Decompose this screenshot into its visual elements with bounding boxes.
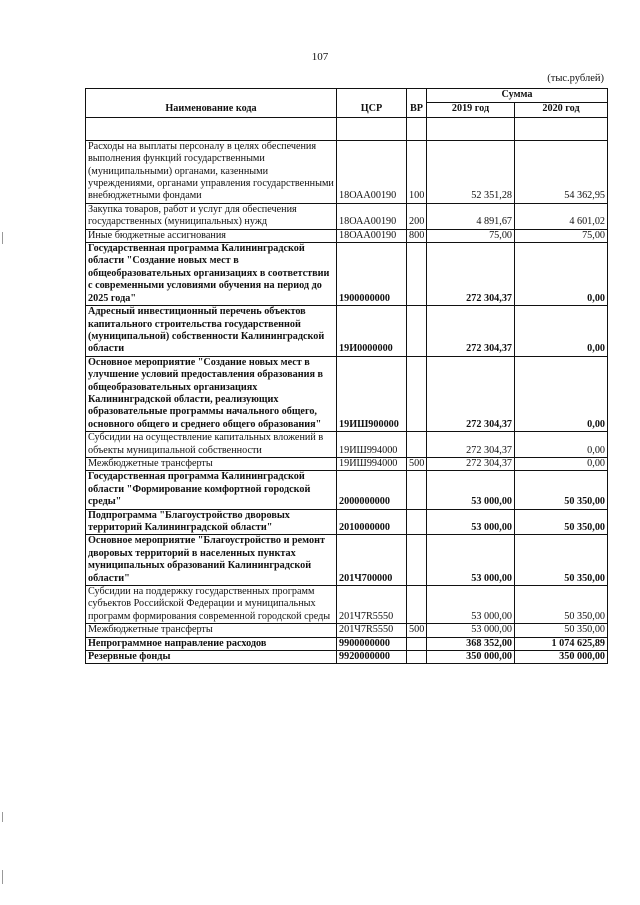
row-vr-cell: [407, 243, 427, 306]
row-2020-value: 1 074 625,89: [515, 637, 608, 650]
row-name-cell: Иные бюджетные ассигнования: [86, 229, 337, 242]
row-csr-cell: 201Ч7R5550: [337, 586, 407, 624]
row-2019-value: 272 304,37: [427, 356, 515, 431]
row-csr-cell: 1900000000: [337, 243, 407, 306]
row-2020-value: 50 350,00: [515, 586, 608, 624]
row-2020-value: 0,00: [515, 432, 608, 458]
header-year-2019: 2019 год: [427, 103, 515, 117]
table-row: [86, 243, 608, 306]
row-vr-cell: 100: [407, 140, 427, 203]
table-row: [86, 586, 608, 624]
row-vr-cell: [407, 535, 427, 586]
row-2020-value: 50 350,00: [515, 624, 608, 637]
row-name-cell: Субсидии на поддержку государственных программ субъектов Российской Федерации и муниципальных программ формирования современной городской среды: [86, 586, 337, 624]
row-2019-value: 272 304,37: [427, 243, 515, 306]
table-row: [86, 637, 608, 650]
row-name-cell: Государственная программа Калининградской области "Создание новых мест в общеобразовательных организациях в соответствии с современными условиями обучения на период до 2025 года": [86, 243, 337, 306]
row-name-cell: Основное мероприятие "Создание новых мест в улучшение условий предоставления образования в общеобразовательных организациях Калининградской области, реализующих образовательные программы начального общего, основного общего и среднего общего образования": [86, 356, 337, 431]
table-row: [86, 306, 608, 357]
header-csr: ЦСР: [337, 89, 407, 118]
row-2020-value: 50 350,00: [515, 509, 608, 535]
row-name-cell: Расходы на выплаты персоналу в целях обеспечения выполнения функций государственными (муниципальными) органами, казенными учреждениями, органами управления государственными внебюджетными фондами: [86, 140, 337, 203]
row-name-cell: Межбюджетные трансферты: [86, 457, 337, 470]
header-sum: Сумма: [427, 89, 608, 103]
table-row: [86, 457, 608, 470]
table-row: [86, 624, 608, 637]
table-row: [86, 356, 608, 431]
row-2020-value: 350 000,00: [515, 651, 608, 664]
row-vr-cell: [407, 637, 427, 650]
row-name-cell: Резервные фонды: [86, 651, 337, 664]
row-csr-cell: 19ИШ994000: [337, 432, 407, 458]
row-vr-cell: 800: [407, 229, 427, 242]
row-csr-cell: 19ИШ994000: [337, 457, 407, 470]
scan-mark: [2, 812, 3, 822]
row-2019-value: 53 000,00: [427, 535, 515, 586]
row-vr-cell: [407, 356, 427, 431]
page-number: 107: [311, 51, 329, 63]
row-csr-cell: 2010000000: [337, 509, 407, 535]
scan-mark: [2, 232, 3, 244]
row-name-cell: Государственная программа Калининградской области "Формирование комфортной городской среды": [86, 471, 337, 509]
row-name-cell: Подпрограмма "Благоустройство дворовых территорий Калининградской области": [86, 509, 337, 535]
row-2019-value: 350 000,00: [427, 651, 515, 664]
row-2019-value: 53 000,00: [427, 471, 515, 509]
table-row: [86, 140, 608, 203]
header-name: Наименование кода: [86, 89, 337, 118]
row-csr-cell: 19ИШ900000: [337, 356, 407, 431]
row-name-cell: Адресный инвестиционный перечень объектов капитального строительства государственной (муниципальной) собственности Калининградской области: [86, 306, 337, 357]
scan-mark: [2, 870, 3, 884]
row-2019-value: 272 304,37: [427, 432, 515, 458]
row-2019-value: 272 304,37: [427, 457, 515, 470]
row-csr-cell: 201Ч700000: [337, 535, 407, 586]
row-2020-value: 4 601,02: [515, 203, 608, 229]
row-2020-value: 0,00: [515, 457, 608, 470]
table-row: [86, 651, 608, 664]
row-csr-cell: 201Ч7R5550: [337, 624, 407, 637]
row-2019-value: 272 304,37: [427, 306, 515, 357]
row-2019-value: 52 351,28: [427, 140, 515, 203]
row-2019-value: 53 000,00: [427, 509, 515, 535]
table-row: [86, 471, 608, 509]
row-name-cell: Непрограммное направление расходов: [86, 637, 337, 650]
row-csr-cell: 19И0000000: [337, 306, 407, 357]
row-name-cell: Основное мероприятие "Благоустройство и ремонт дворовых территорий в населенных пунктах муниципальных образований Калининградской области": [86, 535, 337, 586]
units-label: (тыс.рублей): [547, 73, 604, 84]
row-name-cell: Межбюджетные трансферты: [86, 624, 337, 637]
table-row: [86, 203, 608, 229]
row-csr-cell: 18ОАА00190: [337, 229, 407, 242]
row-vr-cell: 200: [407, 203, 427, 229]
header-vr: ВР: [407, 89, 427, 118]
table-row: [86, 509, 608, 535]
row-2020-value: 54 362,95: [515, 140, 608, 203]
row-2020-value: 50 350,00: [515, 535, 608, 586]
row-vr-cell: [407, 306, 427, 357]
row-csr-cell: 18ОАА00190: [337, 140, 407, 203]
row-csr-cell: 18ОАА00190: [337, 203, 407, 229]
row-vr-cell: [407, 471, 427, 509]
row-csr-cell: 2000000000: [337, 471, 407, 509]
row-csr-cell: 9920000000: [337, 651, 407, 664]
row-name-cell: Закупка товаров, работ и услуг для обеспечения государственных (муниципальных) нужд: [86, 203, 337, 229]
row-name-cell: Субсидии на осуществление капитальных вложений в объекты муниципальной собственности: [86, 432, 337, 458]
spacer-row: [86, 117, 608, 140]
budget-table: [85, 88, 608, 664]
row-2020-value: 50 350,00: [515, 471, 608, 509]
row-2020-value: 0,00: [515, 306, 608, 357]
header-year-2020: 2020 год: [515, 103, 608, 117]
row-2020-value: 0,00: [515, 356, 608, 431]
row-2019-value: 53 000,00: [427, 586, 515, 624]
row-vr-cell: 500: [407, 624, 427, 637]
row-2019-value: 53 000,00: [427, 624, 515, 637]
row-csr-cell: 9900000000: [337, 637, 407, 650]
row-vr-cell: 500: [407, 457, 427, 470]
row-2019-value: 75,00: [427, 229, 515, 242]
row-vr-cell: [407, 509, 427, 535]
row-vr-cell: [407, 432, 427, 458]
table-row: [86, 229, 608, 242]
row-vr-cell: [407, 651, 427, 664]
row-2019-value: 4 891,67: [427, 203, 515, 229]
row-2020-value: 0,00: [515, 243, 608, 306]
table-row: [86, 535, 608, 586]
row-2019-value: 368 352,00: [427, 637, 515, 650]
row-vr-cell: [407, 586, 427, 624]
table-row: [86, 432, 608, 458]
row-2020-value: 75,00: [515, 229, 608, 242]
